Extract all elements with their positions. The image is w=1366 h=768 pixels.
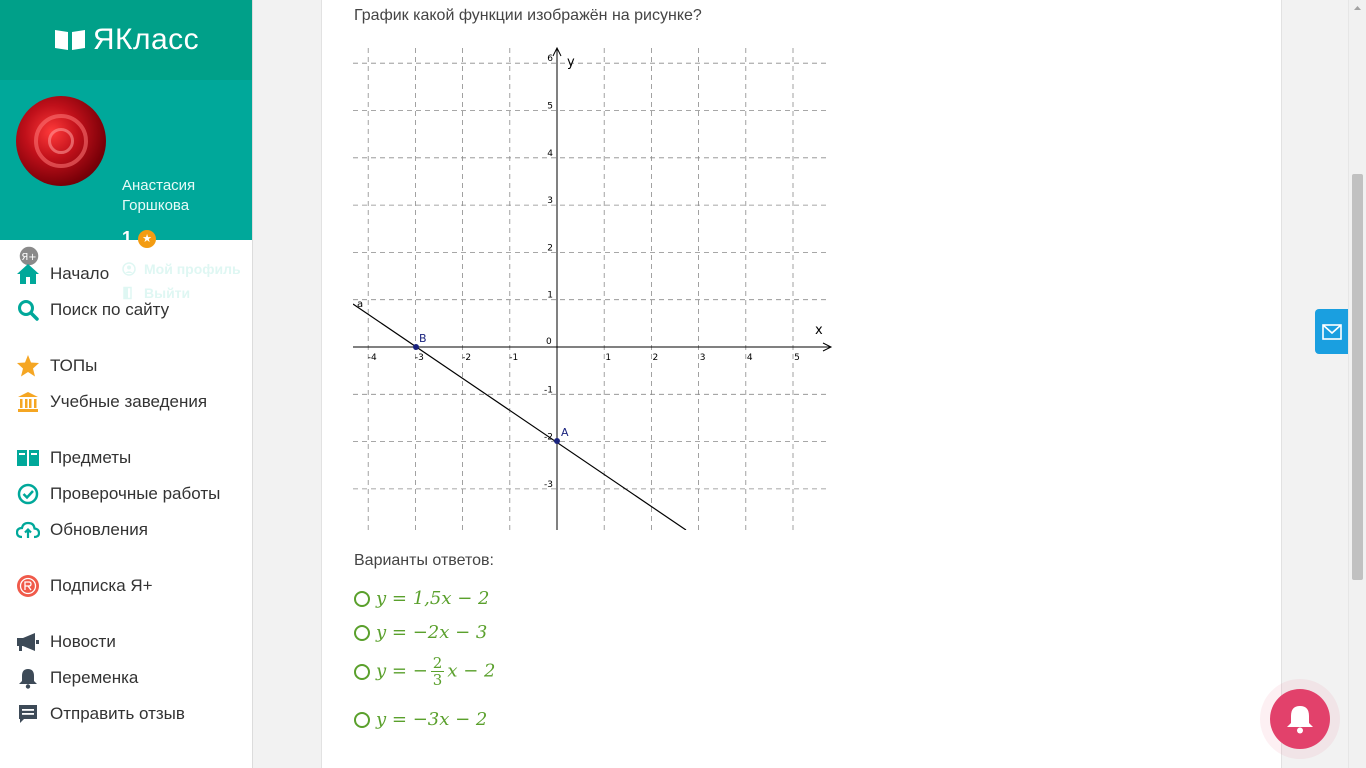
search-icon <box>16 298 40 322</box>
tick-labels <box>368 54 800 490</box>
y-axis-label: y <box>567 55 575 70</box>
ya-plus-icon <box>16 574 40 598</box>
user-points <box>122 228 156 249</box>
graph-grid <box>353 48 830 530</box>
question-text: График какой функции изображён на рисунке? <box>354 7 702 24</box>
scrollbar[interactable] <box>1348 0 1366 768</box>
answer-option-1[interactable]: y = 1,5x − 2 <box>354 588 489 609</box>
y-tick-label: 1 <box>547 290 553 301</box>
radio-button[interactable] <box>354 664 370 680</box>
check-circle-icon <box>16 482 40 506</box>
radio-button[interactable] <box>354 591 370 607</box>
y-tick-label: -2 <box>544 432 553 443</box>
book-icon <box>53 28 87 52</box>
logo[interactable] <box>0 0 252 80</box>
y-tick-label: 6 <box>547 54 553 65</box>
sidebar-item-news[interactable]: Новости <box>0 624 252 660</box>
home-icon <box>16 262 40 286</box>
x-tick-label: -1 <box>509 353 519 363</box>
y-tick-label: -1 <box>544 385 553 396</box>
x-tick-label: 4 <box>746 353 753 363</box>
logout-label: Выйти <box>144 285 191 301</box>
bell-icon <box>1285 703 1315 735</box>
y-tick-label: 2 <box>547 243 553 254</box>
envelope-icon <box>1322 324 1342 340</box>
answers-title: Варианты ответов: <box>354 552 494 569</box>
main-content <box>321 0 1282 768</box>
svg-text:Я+: Я+ <box>21 252 37 263</box>
y-tick-label: -3 <box>544 479 553 490</box>
line-label: a <box>357 299 364 310</box>
sidebar-item-home[interactable]: Начало <box>0 256 252 292</box>
avatar[interactable] <box>16 96 106 186</box>
radio-button[interactable] <box>354 712 370 728</box>
point-a <box>554 438 560 444</box>
x-tick-label: 1 <box>605 353 612 363</box>
x-tick-label: -4 <box>367 353 377 363</box>
megaphone-icon <box>16 630 40 654</box>
mail-button[interactable] <box>1315 309 1349 354</box>
y-tick-label: 3 <box>547 196 553 207</box>
graph-axes <box>353 48 831 530</box>
bell-icon <box>16 666 40 690</box>
origin-label: 0 <box>546 337 552 347</box>
answer-option-3[interactable]: y = − $\frac{2}{3}$ x − 2 <box>354 655 495 688</box>
sidebar-item-search[interactable]: Поиск по сайту <box>0 292 252 328</box>
notification-bell-button[interactable] <box>1270 689 1330 749</box>
points-value: 1 <box>122 228 133 248</box>
answer-option-4[interactable]: y = −3x − 2 <box>354 709 487 730</box>
sidebar-item-feedback[interactable]: Отправить отзыв <box>0 696 252 732</box>
x-axis-label: x <box>815 323 823 338</box>
sidebar-item-subjects[interactable]: Предметы <box>0 440 252 476</box>
y-tick-label: 5 <box>547 101 553 112</box>
x-tick-label: -2 <box>462 353 472 363</box>
x-tick-label: 5 <box>794 353 800 363</box>
radio-button[interactable] <box>354 625 370 641</box>
star-icon <box>16 354 40 378</box>
y-tick-label: 4 <box>547 148 553 159</box>
point-a-label: A <box>561 426 569 439</box>
answer-option-2[interactable]: y = −2x − 3 <box>354 622 487 643</box>
comment-icon <box>16 702 40 726</box>
sidebar-item-subscription[interactable]: Подписка Я+ <box>0 568 252 604</box>
sidebar-item-schools[interactable]: Учебные заведения <box>0 384 252 420</box>
sidebar <box>0 0 253 768</box>
logo-text: ЯКласс <box>92 23 200 56</box>
x-tick-label: 3 <box>699 353 706 363</box>
function-graph <box>353 44 833 530</box>
point-b-label: B <box>419 332 427 345</box>
cloud-upload-icon <box>16 518 40 542</box>
sidebar-nav <box>0 256 252 732</box>
sidebar-item-break[interactable]: Переменка <box>0 660 252 696</box>
sidebar-item-updates[interactable]: Обновления <box>0 512 252 548</box>
books-icon <box>16 446 40 470</box>
scroll-up-arrow[interactable] <box>1349 0 1366 17</box>
user-name[interactable]: Анастасия Горшкова <box>122 177 196 214</box>
star-coin-icon: ★ <box>138 230 156 248</box>
sidebar-item-tests[interactable]: Проверочные работы <box>0 476 252 512</box>
x-tick-label: 2 <box>652 353 659 363</box>
scroll-thumb[interactable] <box>1352 174 1363 580</box>
my-profile-label: Мой профиль <box>144 261 241 277</box>
function-line <box>353 304 686 530</box>
institution-icon <box>16 390 40 414</box>
fraction: $\frac{2}{3}$ <box>432 654 443 689</box>
x-tick-label: -3 <box>414 353 424 363</box>
sidebar-item-tops[interactable]: ТОПы <box>0 348 252 384</box>
